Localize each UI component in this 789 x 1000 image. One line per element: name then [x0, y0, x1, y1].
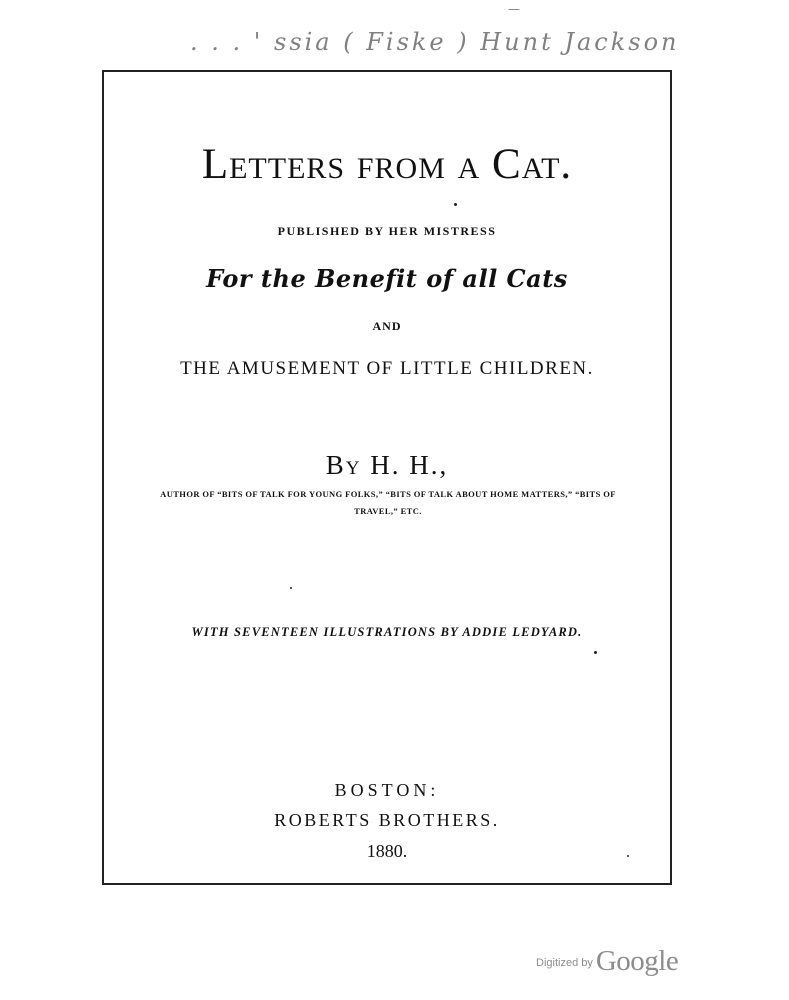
ink-speck	[627, 855, 629, 857]
author-credits: AUTHOR OF “BITS OF TALK FOR YOUNG FOLKS,” “BITS OF TALK ABOUT HOME MATTERS,” “BITS OF TRAVEL,” ETC.	[160, 489, 616, 516]
publication-city: BOSTON:	[334, 780, 440, 800]
ink-speck	[594, 651, 597, 654]
publisher-name: ROBERTS BROTHERS.	[274, 810, 500, 830]
benefit-line: For the Benefit of all Cats	[206, 264, 568, 293]
publication-year: 1880.	[366, 841, 408, 861]
published-by-line: PUBLISHED BY HER MISTRESS	[277, 224, 497, 238]
ink-speck	[454, 203, 457, 206]
ink-speck	[290, 587, 292, 589]
annotation-dash-mark: —	[508, 2, 520, 16]
digitized-by-google-credit	[536, 945, 678, 978]
author-byline: By H. H.,	[325, 450, 449, 480]
illustrations-credit: WITH SEVENTEEN ILLUSTRATIONS BY ADDIE LEDYARD.	[191, 625, 583, 639]
handwritten-annotation	[190, 28, 680, 56]
amusement-line: THE AMUSEMENT OF LITTLE CHILDREN.	[180, 358, 594, 379]
and-line: AND	[372, 319, 402, 333]
title-page-frame	[102, 70, 672, 885]
digitized-by-label: Digitized by	[536, 957, 593, 969]
handwritten-annotation-text: . . . ' ssia ( Fiske ) Hunt Jackson	[190, 28, 680, 56]
book-title: Letters from a Cat.	[201, 141, 573, 188]
google-wordmark: Google	[595, 945, 679, 977]
